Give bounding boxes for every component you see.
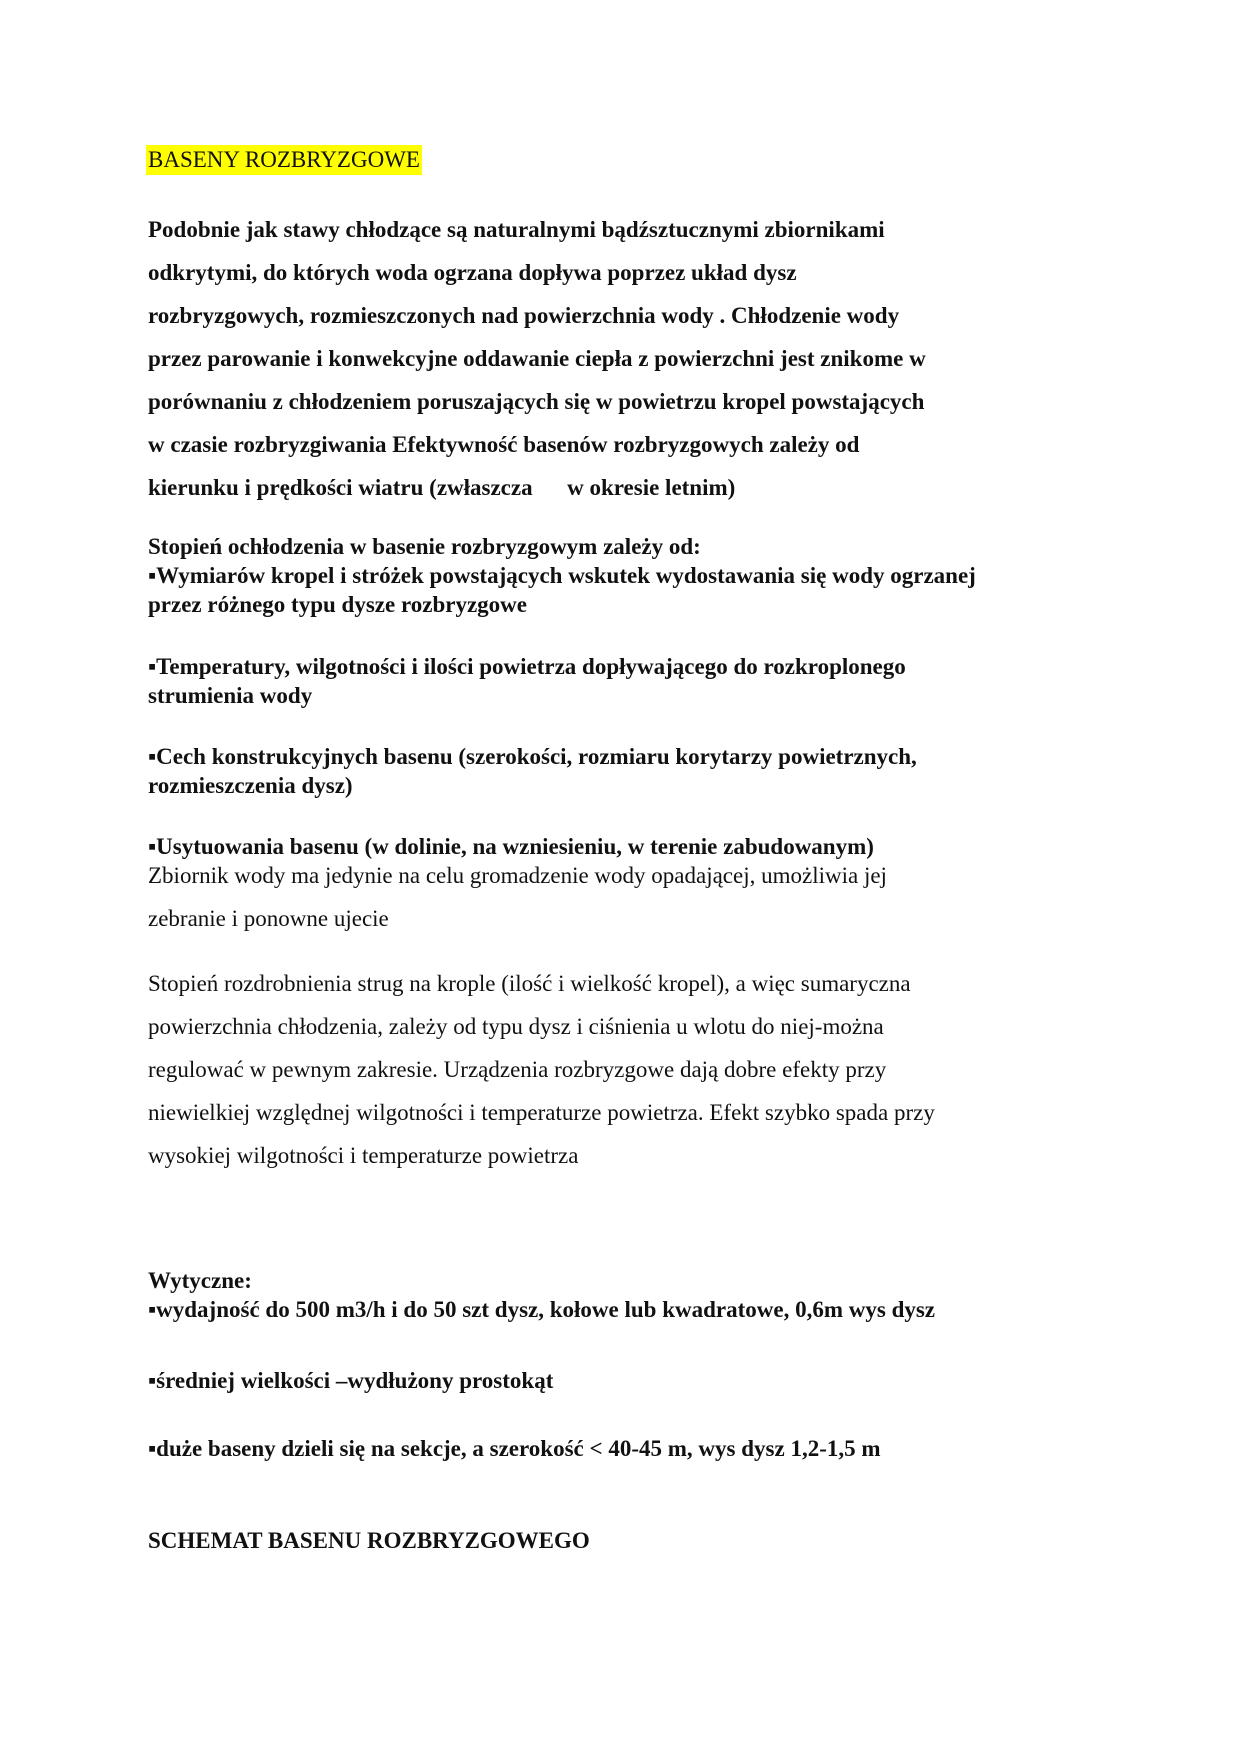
factor-item-line: ▪Temperatury, wilgotności i ilości powietrza dopływającego do rozkroplonego (148, 654, 906, 679)
guideline-item: ▪wydajność do 500 m3/h i do 50 szt dysz, kołowe lub kwadratowe, 0,6m wys dysz (148, 1297, 936, 1322)
guidelines-section (148, 1266, 1148, 1324)
degree-line: niewielkiej względnej wilgotności i temperaturze powietrza. Efekt szybko spada przy (148, 1100, 935, 1125)
intro-line: Podobnie jak stawy chłodzące są naturalnymi bądźsztucznymi zbiornikami (148, 217, 885, 242)
factor-item-line: strumienia wody (148, 683, 313, 708)
intro-line: kierunku i prędkości wiatru (zwłaszcza w okresie letnim) (148, 475, 736, 500)
intro-line: porównaniu z chłodzeniem poruszających się w powietrzu kropel powstających (148, 389, 925, 414)
guidelines-heading: Wytyczne: (148, 1268, 252, 1293)
degree-line: powierzchnia chłodzenia, zależy od typu dysz i ciśnienia u wlotu do niej-można (148, 1014, 884, 1039)
degree-line: Stopień rozdrobnienia strug na krople (ilość i wielkość kropel), a więc sumaryczna (148, 971, 911, 996)
factor-item (148, 742, 1148, 800)
schema-title: SCHEMAT BASENU ROZBRYZGOWEGO (148, 1528, 590, 1553)
intro-line: przez parowanie i konwekcyjne oddawanie ciepła z powierzchni jest znikome w (148, 346, 926, 371)
factors-section (148, 532, 1148, 619)
factor-item-line: przez różnego typu dysze rozbryzgowe (148, 592, 527, 617)
reservoir-line: Zbiornik wody ma jedynie na celu gromadzenie wody opadającej, umożliwia jej (148, 863, 887, 888)
factor-item (148, 652, 1148, 710)
factor-item-line: ▪Cech konstrukcyjnych basenu (szerokości, rozmiaru korytarzy powietrznych, (148, 744, 917, 769)
document-title: BASENY ROZBRYZGOWE (146, 145, 422, 175)
degree-paragraph (148, 962, 1148, 1177)
guideline-item-block (148, 1366, 1148, 1395)
factors-heading: Stopień ochłodzenia w basenie rozbryzgowym zależy od: (148, 534, 701, 559)
intro-paragraph (148, 208, 1148, 509)
degree-line: wysokiej wilgotności i temperaturze powietrza (148, 1143, 579, 1168)
guideline-item-block (148, 1434, 1148, 1463)
factor-item-line: ▪Usytuowania basenu (w dolinie, na wzniesieniu, w terenie zabudowanym) (148, 834, 874, 859)
intro-line: odkrytymi, do których woda ogrzana dopływa poprzez układ dysz (148, 260, 797, 285)
degree-line: regulować w pewnym zakresie. Urządzenia rozbryzgowe dają dobre efekty przy (148, 1057, 887, 1082)
intro-line: w czasie rozbryzgiwania Efektywność basenów rozbryzgowych zależy od (148, 432, 860, 457)
guideline-item: ▪duże baseny dzieli się na sekcje, a szerokość < 40-45 m, wys dysz 1,2-1,5 m (148, 1436, 881, 1461)
factor-item-line: ▪Wymiarów kropel i stróżek powstających wskutek wydostawania się wody ogrzanej (148, 563, 976, 588)
reservoir-paragraph (148, 854, 1148, 940)
intro-line: rozbryzgowych, rozmieszczonych nad powierzchnia wody . Chłodzenie wody (148, 303, 900, 328)
factor-item-line: rozmieszczenia dysz) (148, 773, 353, 798)
guideline-item: ▪średniej wielkości –wydłużony prostokąt (148, 1368, 554, 1393)
reservoir-line: zebranie i ponowne ujecie (148, 906, 389, 931)
